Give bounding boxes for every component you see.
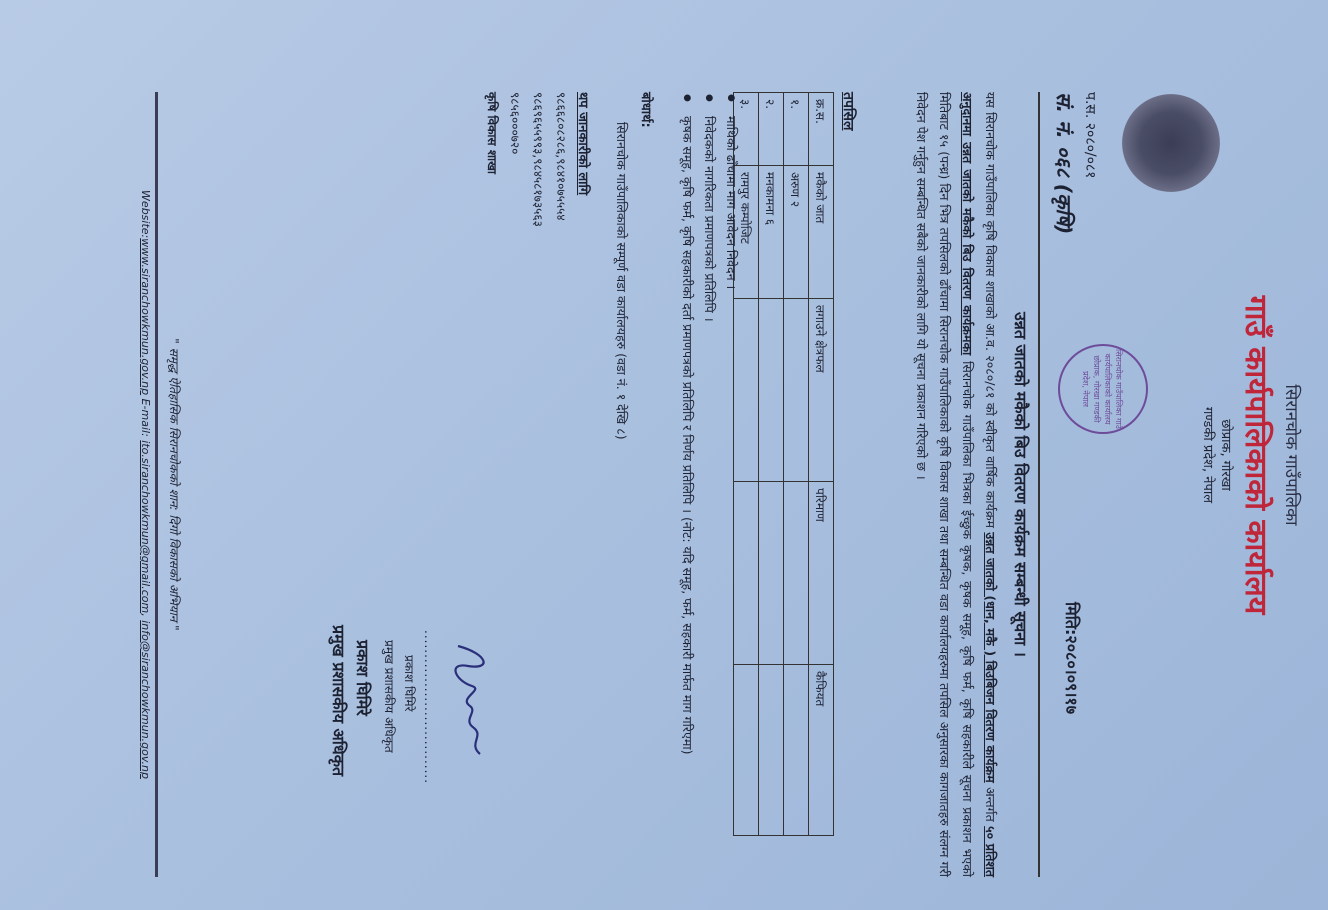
office-title: गाउँ कार्यपालिकाको कार्यालय [1238, 295, 1273, 615]
bodhartha-item: सिरानचोक गाउँपालिकाको सम्पूर्ण वडा कार्यालयहरु (वडा नं. १ देखि ८) [614, 122, 629, 440]
list-item: ● कृषक समूह, कृषि फर्म, कृषि सहकारीको दर्ता प्रमाणपत्रको प्रतिलिपि र निर्णय प्रतिलिपि । (नोट: यदि समूह, फर्म, सहकारी मार्फत माग गरिएमा) [676, 92, 698, 877]
table-cell: मनकामना ६ [759, 166, 784, 299]
contact-phone: ९८६६८०८२८६,९८४१०७५५५४ [554, 92, 568, 221]
reference-label: प.स. २०८०/०८१ [1082, 92, 1098, 179]
col-header-quantity: परिमाण [809, 482, 834, 665]
office-seal-stamp [1058, 344, 1148, 434]
tapasil-label: तपसिल [840, 92, 856, 131]
signatory-title-stamp: प्रमुख प्रशासकीय अधिकृत [329, 625, 348, 777]
nepal-emblem-logo [1122, 94, 1220, 192]
signatory-name-stamp: प्रकाश घिमिरे [353, 640, 372, 716]
body-text-1: यस सिरानचोक गाउँपालिका कृषि विकास शाखाको आ.व. २०८०/८१ को स्वीकृत वार्षिक कार्यक्रम [983, 92, 998, 533]
table-cell: अरुण २ [784, 166, 809, 299]
body-text-2: अन्तर्गत [983, 782, 998, 827]
table-cell [784, 665, 809, 836]
email-link-1[interactable]: ito.siranchowkmun@gmail.com [139, 440, 152, 614]
table-cell [759, 482, 784, 665]
seal-text: सिरानचोक गाउँपालिका गाउँ कार्यपालिकाको कार्यालय छोप्राक, गोरखा गण्डकी प्रदेश, नेपाल [1081, 349, 1123, 429]
signature-line: ................................ [422, 630, 436, 785]
contact-department: कृषि विकास शाखा [485, 92, 499, 175]
address-line-1: छोप्राक, गोरखा [1218, 419, 1233, 491]
col-header-sn: क्र.स. [809, 93, 834, 166]
website-link[interactable]: www.siranchowkmun.gov.np [139, 238, 152, 396]
table-cell: रामपुर कम्पोजिट [734, 166, 759, 299]
col-header-remarks: कैफियत [809, 665, 834, 836]
table-cell [759, 299, 784, 482]
signatory-name: प्रकाश घिमिरे [402, 655, 416, 712]
email-link-2[interactable]: info@siranchowkmun.gov.np [139, 620, 152, 779]
footer-slogan: " समृद्ध ऐतिहासिक सिरानचोकको शान: दिगो विकासको अभियान " [167, 338, 181, 631]
body-highlight-2: ५० प्रतिशत अनुदानमा उन्नत जातको मकैको बिउ वितरण कार्यक्रमका [960, 92, 998, 878]
website-label: Website: [139, 190, 152, 239]
signatory-title: प्रमुख प्रशासकीय अधिकृत [382, 640, 396, 753]
email-label: E-mail: [139, 395, 152, 441]
requirements-list [676, 92, 742, 877]
notice-subject: उन्नत जातको मकैको बिउ वितरण कार्यक्रम सम्बन्धी सूचना । [1011, 312, 1030, 657]
email-separator: , [139, 613, 152, 621]
contact-phone: ९८५६०००७२० [508, 92, 522, 155]
table-row [759, 93, 784, 836]
col-header-variety: मकैको जात [809, 166, 834, 299]
table-cell: ३. [734, 93, 759, 166]
footer-divider [155, 92, 158, 877]
municipality-name: सिरानचोक गाउँपालिका [1281, 384, 1301, 526]
table-row [784, 93, 809, 836]
col-header-area: लगाउने क्षेत्रफल [809, 299, 834, 482]
table-cell [759, 665, 784, 836]
address-line-2: गण्डकी प्रदेश, नेपाल [1200, 406, 1215, 504]
contact-heading: थप जानकारीको लागि [575, 92, 590, 196]
contact-phone: ९८६९६५५९९३,९८४५८१७३५६३ [531, 92, 545, 227]
table-cell [784, 482, 809, 665]
table-cell: १. [784, 93, 809, 166]
reference-number: सं. नं. ०६८ (कृषि) [1052, 92, 1076, 235]
notice-date: मिति:२०८०।०९।१७ [1062, 602, 1081, 715]
table-header-row [809, 93, 834, 836]
list-item: ● निवेदकको नागरिकता प्रमाणपत्रको प्रतिलिपि । [698, 92, 720, 877]
list-item: ● माथिको ढाँचामा माग आवेदन निवेदन । [720, 92, 742, 877]
body-highlight-1: उन्नत जातको (धान, मकै ) बिउबिजन वितरण कार्यक्रम [983, 532, 998, 783]
handwritten-signature [438, 640, 498, 760]
header-divider [1038, 92, 1040, 877]
seed-table [733, 92, 834, 836]
footer-contact [139, 92, 152, 877]
bodhartha-label: बोधार्थ: [638, 92, 653, 128]
table-cell [784, 299, 809, 482]
body-text-3: सिरानचोक गाउँपालिका भित्रका ईच्छुक कृषक, कृषक समूह, कृषि फर्म, कृषि सहकारीले सूचना प्रकाशन भएको मितिबाट १५ (पन्ध्र) दिन भित्र तपसिलको ढाँचामा सिरानचोक गाउँपालिकाको कृषि विकास शाखा तथा सम्बन्धित वडा कार्यालयहरुमा तपसिल अनुसारका कागजातहरु संलग्न गरी निवेदन पेश गर्नुहुन सम्बन्धित सबैको जानकारीको लागि यो सूचना प्रकाशन गरिएको छ । [914, 92, 975, 877]
notice-body [910, 92, 1002, 877]
table-cell: २. [759, 93, 784, 166]
